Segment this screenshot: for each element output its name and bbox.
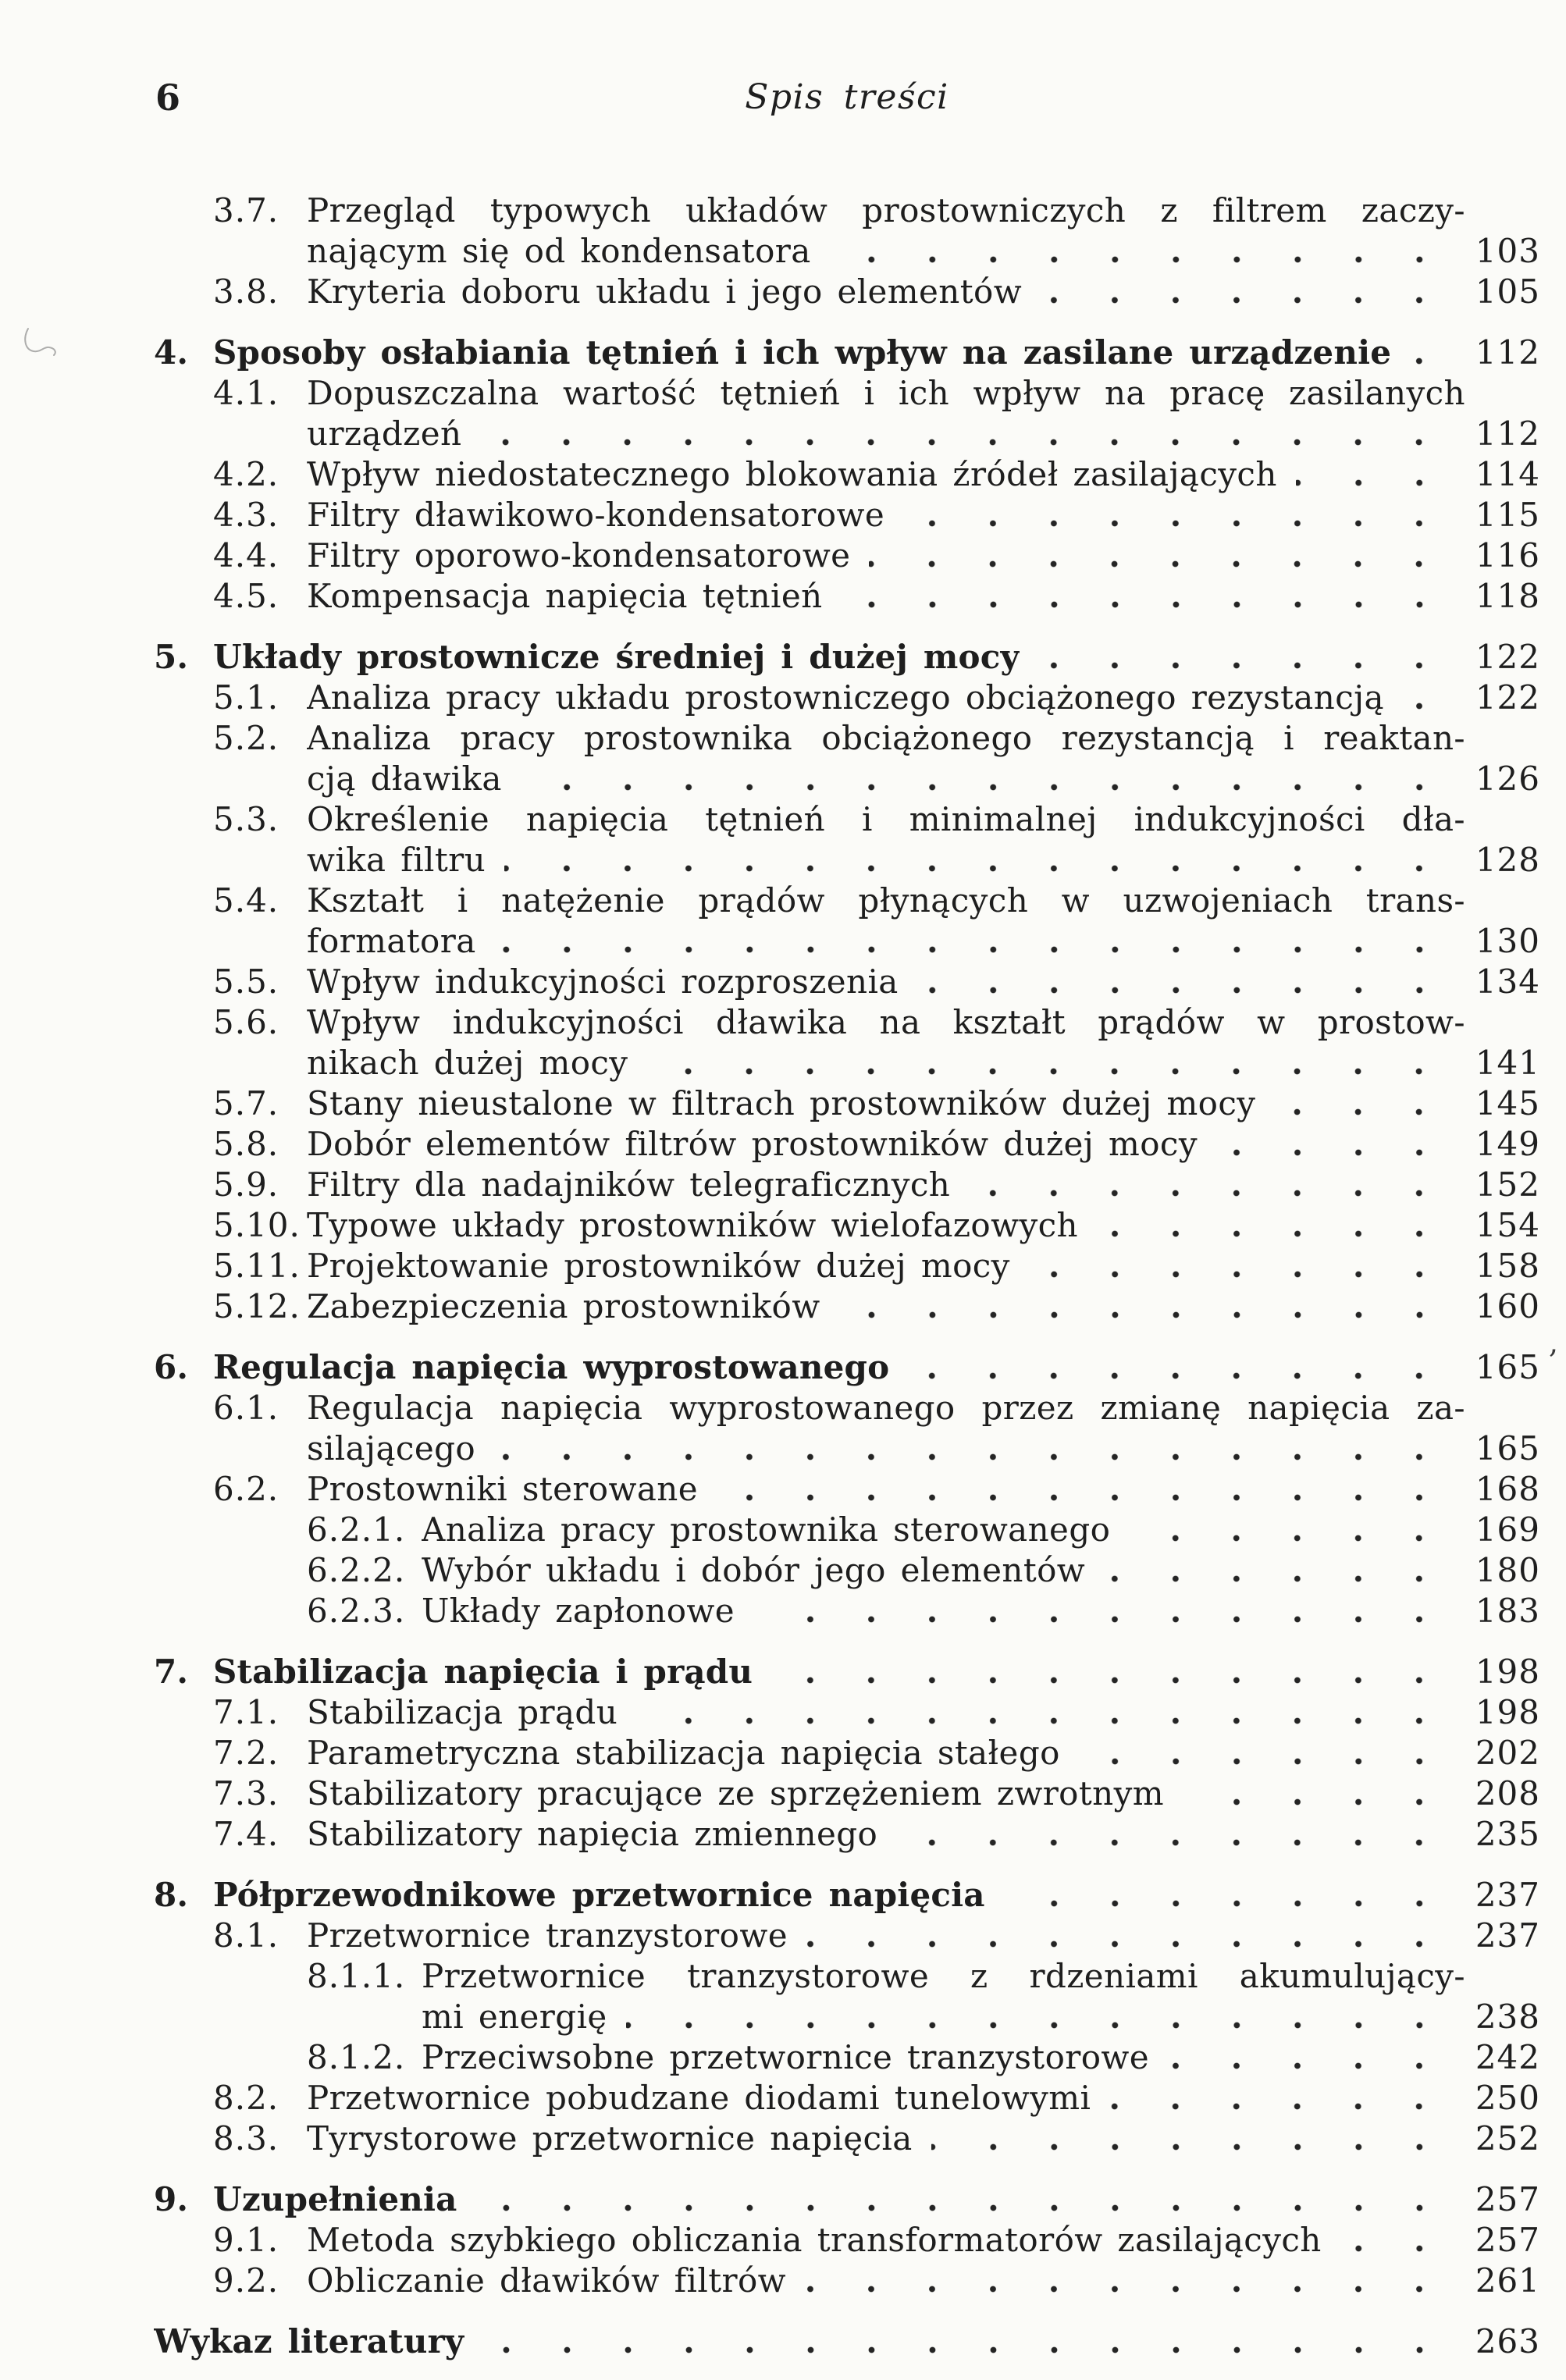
entry-title: Filtry oporowo-kondensatorowe xyxy=(307,536,851,575)
toc-entry-line xyxy=(154,1246,1540,1286)
entry-page-number: 152 xyxy=(1475,1165,1540,1204)
entry-title: Wykaz literatury xyxy=(154,2322,464,2360)
toc-entry-line xyxy=(154,1347,1540,1388)
entry-page-number: 252 xyxy=(1475,2119,1540,2158)
entry-number: 5. xyxy=(154,638,189,676)
entry-page-number: 202 xyxy=(1475,1734,1540,1772)
entry-page-number: 115 xyxy=(1475,496,1540,534)
entry-title: Przetwornice pobudzane diodami tunelowymi xyxy=(307,2079,1091,2117)
folio-page-number: 6 xyxy=(155,76,182,119)
entry-page-number: 238 xyxy=(1475,1998,1540,2036)
toc-entry-line xyxy=(154,2179,1540,2220)
dot-leader xyxy=(805,2286,1450,2293)
entry-number: 6. xyxy=(154,1348,189,1386)
entry-title: Parametryczna stabilizacja napięcia stałego xyxy=(307,1734,1060,1772)
entry-number: 6.2.2. xyxy=(307,1551,406,1589)
entry-number: 7.1. xyxy=(213,1693,279,1731)
entry-title: Wybór układu i dobór jego elementów xyxy=(422,1551,1086,1589)
entry-number: 9.2. xyxy=(213,2261,279,2300)
entry-page-number: 183 xyxy=(1475,1592,1540,1630)
entry-title: Półprzewodnikowe przetwornice napięcia xyxy=(213,1876,985,1914)
toc-entry-line xyxy=(154,1956,1540,1997)
dot-leader xyxy=(1109,2103,1450,2110)
dot-leader xyxy=(476,2204,1450,2211)
dot-leader xyxy=(1097,1230,1450,1237)
entry-title: Dopuszczalna wartość tętnień i ich wpływ na pracę zasilanych xyxy=(307,374,1465,412)
entry-title: Przegląd typowych układów prostowniczych z filtrem zaczy- xyxy=(307,191,1465,229)
toc-entry-line xyxy=(154,2119,1540,2159)
entry-title: Obliczanie dławików filtrów xyxy=(307,2261,787,2300)
entry-number: 6.1. xyxy=(213,1389,279,1427)
toc-entry-line xyxy=(154,1124,1540,1165)
entry-page-number: 160 xyxy=(1475,1287,1540,1325)
entry-page-number: 130 xyxy=(1475,922,1540,960)
toc-entry-line xyxy=(154,1002,1540,1043)
entry-number: 9.1. xyxy=(213,2221,279,2259)
toc-entry-line xyxy=(154,2321,1540,2362)
toc-list xyxy=(154,190,1540,2362)
entry-number: 4.3. xyxy=(213,496,279,534)
dot-leader xyxy=(1029,1271,1450,1278)
entry-title: Wpływ indukcyjności rozproszenia xyxy=(307,962,899,1001)
toc-entry-line xyxy=(154,576,1540,617)
entry-title: Stabilizacja napięcia i prądu xyxy=(213,1652,753,1691)
entry-page-number: 242 xyxy=(1475,2038,1540,2076)
entry-page-number: 168 xyxy=(1475,1470,1540,1508)
dot-leader xyxy=(717,1494,1450,1501)
toc-entry-line xyxy=(154,1165,1540,1205)
dot-leader xyxy=(1041,297,1450,304)
entry-number: 5.2. xyxy=(213,719,279,757)
dot-leader xyxy=(842,601,1450,608)
toc-entry-line xyxy=(154,962,1540,1002)
entry-number: 7.2. xyxy=(213,1734,279,1772)
dot-leader xyxy=(1079,1758,1450,1765)
entry-title: Analiza pracy prostownika sterowanego xyxy=(422,1510,1111,1549)
dot-leader xyxy=(480,439,1450,446)
entry-title: Stany nieustalone w filtrach prostowników dużej mocy xyxy=(307,1084,1256,1122)
entry-page-number: 134 xyxy=(1475,962,1540,1001)
toc-entry-line xyxy=(154,637,1540,678)
entry-title: formatora xyxy=(307,922,476,960)
toc-entry-line xyxy=(154,759,1540,799)
entry-title: Kompensacja napięcia tętnień xyxy=(307,577,823,615)
entry-title: Zabezpieczenia prostowników xyxy=(307,1287,820,1325)
entry-title: Określenie napięcia tętnień i minimalnej indukcyjności dła- xyxy=(307,800,1465,838)
toc-entry-line xyxy=(154,495,1540,535)
dot-leader xyxy=(896,1839,1450,1846)
dot-leader xyxy=(495,946,1450,953)
entry-number: 5.4. xyxy=(213,881,279,920)
dot-leader xyxy=(903,520,1450,527)
dot-leader xyxy=(646,1068,1450,1075)
toc-entry-line xyxy=(154,1997,1540,2037)
dot-leader xyxy=(1183,1798,1450,1805)
entry-number: 5.3. xyxy=(213,800,279,838)
toc-entry-line xyxy=(154,799,1540,840)
dot-leader xyxy=(483,2346,1450,2353)
entry-page-number: 158 xyxy=(1475,1247,1540,1285)
entry-page-number: 208 xyxy=(1475,1774,1540,1813)
entry-number: 6.2.3. xyxy=(307,1592,406,1630)
entry-number: 8.1. xyxy=(213,1916,279,1955)
dot-leader xyxy=(839,1311,1450,1318)
toc-entry-line xyxy=(154,373,1540,414)
entry-page-number: 165 xyxy=(1475,1348,1540,1386)
toc-entry-line xyxy=(154,535,1540,576)
entry-title: Regulacja napięcia wyprostowanego przez zmianę napięcia za- xyxy=(307,1389,1465,1427)
dot-leader xyxy=(1168,2062,1450,2069)
toc-entry-line xyxy=(154,678,1540,718)
entry-number: 8.2. xyxy=(213,2079,279,2117)
dot-leader xyxy=(626,2022,1450,2029)
toc-entry-line xyxy=(154,1652,1540,1692)
entry-number: 4.1. xyxy=(213,374,279,412)
toc-entry-line xyxy=(154,2037,1540,2078)
entry-title: Sposoby osłabiania tętnień i ich wpływ na zasilane urządzenie xyxy=(213,333,1392,372)
dot-leader xyxy=(1274,1108,1450,1115)
toc-entry-line xyxy=(154,1591,1540,1631)
entry-page-number: 122 xyxy=(1475,638,1540,676)
entry-title: Stabilizacja prądu xyxy=(307,1693,618,1731)
toc-entry-line xyxy=(154,414,1540,454)
toc-entry-line xyxy=(154,1773,1540,1814)
dot-leader xyxy=(771,1677,1450,1684)
toc-entry-line xyxy=(154,1916,1540,1956)
running-title: Spis treści xyxy=(745,77,949,117)
entry-page-number: 250 xyxy=(1475,2079,1540,2117)
toc-entry-line xyxy=(154,1469,1540,1510)
entry-title: Analiza pracy prostownika obciążonego rezystancją i reaktan- xyxy=(307,719,1465,757)
toc-entry-line xyxy=(154,2220,1540,2261)
stray-comma-mark: , xyxy=(1549,1325,1559,1360)
entry-title: nikach dużej mocy xyxy=(307,1044,628,1082)
entry-page-number: 112 xyxy=(1475,333,1540,372)
entry-page-number: 198 xyxy=(1475,1652,1540,1691)
entry-number: 4. xyxy=(154,333,189,372)
entry-title: Przetwornice tranzystorowe z rdzeniami akumulujący- xyxy=(422,1957,1465,1995)
entry-number: 5.1. xyxy=(213,678,279,717)
dot-leader xyxy=(504,865,1450,872)
entry-title: Stabilizatory pracujące ze sprzężeniem zwrotnym xyxy=(307,1774,1164,1813)
entry-page-number: 169 xyxy=(1475,1510,1540,1549)
entry-page-number: 126 xyxy=(1475,760,1540,798)
entry-title: urządzeń xyxy=(307,414,462,453)
dot-leader xyxy=(931,2143,1450,2151)
toc-entry-line xyxy=(154,880,1540,921)
entry-page-number: 112 xyxy=(1475,414,1540,453)
toc-entry-line xyxy=(154,231,1540,272)
entry-number: 5.5. xyxy=(213,962,279,1001)
entry-title: Kształt i natężenie prądów płynących w uzwojeniach trans- xyxy=(307,881,1465,920)
entry-title: Prostowniki sterowane xyxy=(307,1470,698,1508)
entry-page-number: 103 xyxy=(1475,232,1540,270)
dot-leader xyxy=(1129,1535,1450,1542)
dot-leader xyxy=(1296,479,1450,486)
entry-page-number: 263 xyxy=(1475,2322,1540,2360)
entry-number: 3.7. xyxy=(213,191,279,229)
entry-number: 8. xyxy=(154,1876,189,1914)
toc-entry-line xyxy=(154,333,1540,373)
entry-page-number: 149 xyxy=(1475,1125,1540,1163)
entry-number: 4.4. xyxy=(213,536,279,575)
dot-leader xyxy=(1403,703,1450,710)
toc-entry-line xyxy=(154,1733,1540,1773)
dot-leader xyxy=(908,1372,1450,1379)
dot-leader xyxy=(830,256,1450,263)
toc-entry-line xyxy=(154,1083,1540,1124)
dot-leader xyxy=(1104,1575,1450,1582)
entry-title: Stabilizatory napięcia zmiennego xyxy=(307,1815,878,1853)
dot-leader xyxy=(1340,2245,1450,2252)
dot-leader xyxy=(521,784,1450,791)
toc-entry-line xyxy=(154,272,1540,312)
entry-title: nającym się od kondensatora xyxy=(307,232,811,270)
entry-number: 5.7. xyxy=(213,1084,279,1122)
entry-title: cją dławika xyxy=(307,760,502,798)
entry-page-number: 165 xyxy=(1475,1429,1540,1467)
dot-leader xyxy=(494,1453,1450,1460)
entry-number: 5.11. xyxy=(213,1247,301,1285)
entry-number: 8.1.2. xyxy=(307,2038,406,2076)
entry-title: Kryteria doboru układu i jego elementów xyxy=(307,272,1023,311)
entry-page-number: 122 xyxy=(1475,678,1540,717)
entry-page-number: 257 xyxy=(1475,2221,1540,2259)
pen-squiggle-mark xyxy=(20,326,64,361)
entry-title: Projektowanie prostowników dużej mocy xyxy=(307,1247,1010,1285)
toc-entry-line xyxy=(154,1286,1540,1327)
toc-entry-line xyxy=(154,1875,1540,1916)
entry-number: 5.8. xyxy=(213,1125,279,1163)
entry-page-number: 180 xyxy=(1475,1551,1540,1589)
entry-title: Uzupełnienia xyxy=(213,2180,457,2218)
toc-entry-line xyxy=(154,1814,1540,1855)
entry-title: Analiza pracy układu prostowniczego obciążonego rezystancją xyxy=(307,678,1384,717)
toc-entry-line xyxy=(154,1510,1540,1550)
entry-page-number: 128 xyxy=(1475,841,1540,879)
entry-page-number: 235 xyxy=(1475,1815,1540,1853)
entry-number: 5.10. xyxy=(213,1206,301,1244)
entry-number: 6.2.1. xyxy=(307,1510,406,1549)
entry-number: 7.4. xyxy=(213,1815,279,1853)
entry-page-number: 116 xyxy=(1475,536,1540,575)
toc-entry-line xyxy=(154,840,1540,880)
dot-leader xyxy=(753,1616,1450,1623)
entry-page-number: 237 xyxy=(1475,1916,1540,1955)
entry-title: Dobór elementów filtrów prostowników dużej mocy xyxy=(307,1125,1198,1163)
dot-leader xyxy=(1410,358,1450,365)
toc-entry-line xyxy=(154,1692,1540,1733)
toc-entry-line xyxy=(154,718,1540,759)
entry-number: 5.6. xyxy=(213,1003,279,1041)
dot-leader xyxy=(1216,1149,1450,1156)
entry-page-number: 198 xyxy=(1475,1693,1540,1731)
entry-title: Układy zapłonowe xyxy=(422,1592,735,1630)
entry-title: Przeciwsobne przetwornice tranzystorowe xyxy=(422,2038,1150,2076)
dot-leader xyxy=(1038,662,1450,669)
entry-number: 4.5. xyxy=(213,577,279,615)
entry-number: 7.3. xyxy=(213,1774,279,1813)
entry-page-number: 145 xyxy=(1475,1084,1540,1122)
entry-title: wika filtru xyxy=(307,841,486,879)
entry-number: 8.1.1. xyxy=(307,1957,406,1995)
entry-title: Tyrystorowe przetwornice napięcia xyxy=(307,2119,913,2158)
toc-entry-line xyxy=(154,1205,1540,1246)
entry-page-number: 257 xyxy=(1475,2180,1540,2218)
dot-leader xyxy=(917,987,1450,994)
toc-entry-line xyxy=(154,1428,1540,1469)
entry-title: Metoda szybkiego obliczania transformatorów zasilających xyxy=(307,2221,1322,2259)
entry-page-number: 261 xyxy=(1475,2261,1540,2300)
entry-title: Układy prostownicze średniej i dużej mocy xyxy=(213,638,1020,676)
entry-number: 9. xyxy=(154,2180,189,2218)
toc-entry-line xyxy=(154,1043,1540,1083)
entry-number: 6.2. xyxy=(213,1470,279,1508)
dot-leader xyxy=(1004,1900,1450,1907)
entry-page-number: 154 xyxy=(1475,1206,1540,1244)
entry-page-number: 118 xyxy=(1475,577,1540,615)
entry-title: Przetwornice tranzystorowe xyxy=(307,1916,788,1955)
entry-number: 7. xyxy=(154,1652,189,1691)
toc-entry-line xyxy=(154,1388,1540,1428)
dot-leader xyxy=(636,1717,1450,1724)
dot-leader xyxy=(806,1941,1450,1948)
entry-page-number: 105 xyxy=(1475,272,1540,311)
entry-title: silającego xyxy=(307,1429,476,1467)
toc-entry-line xyxy=(154,190,1540,231)
entry-number: 5.12. xyxy=(213,1287,301,1325)
entry-title: Regulacja napięcia wyprostowanego xyxy=(213,1348,890,1386)
entry-page-number: 141 xyxy=(1475,1044,1540,1082)
toc-entry-line xyxy=(154,2078,1540,2119)
entry-number: 8.3. xyxy=(213,2119,279,2158)
toc-entry-line xyxy=(154,454,1540,495)
toc-entry-line xyxy=(154,1550,1540,1591)
entry-title: Filtry dławikowo-kondensatorowe xyxy=(307,496,885,534)
entry-page-number: 114 xyxy=(1475,455,1540,493)
entry-title: Filtry dla nadajników telegraficznych xyxy=(307,1165,951,1204)
page-header xyxy=(154,0,1540,119)
dot-leader xyxy=(869,560,1450,567)
entry-title: mi energię xyxy=(422,1998,607,2036)
toc-entry-line xyxy=(154,921,1540,962)
entry-number: 3.8. xyxy=(213,272,279,311)
entry-number: 5.9. xyxy=(213,1165,279,1204)
entry-title: Typowe układy prostowników wielofazowych xyxy=(307,1206,1078,1244)
entry-page-number: 237 xyxy=(1475,1876,1540,1914)
entry-number: 4.2. xyxy=(213,455,279,493)
entry-title: Wpływ niedostatecznego blokowania źródeł zasilających xyxy=(307,455,1277,493)
dot-leader xyxy=(969,1190,1450,1197)
toc-entry-line xyxy=(154,2261,1540,2301)
entry-title: Wpływ indukcyjności dławika na kształt prądów w prostow- xyxy=(307,1003,1465,1041)
